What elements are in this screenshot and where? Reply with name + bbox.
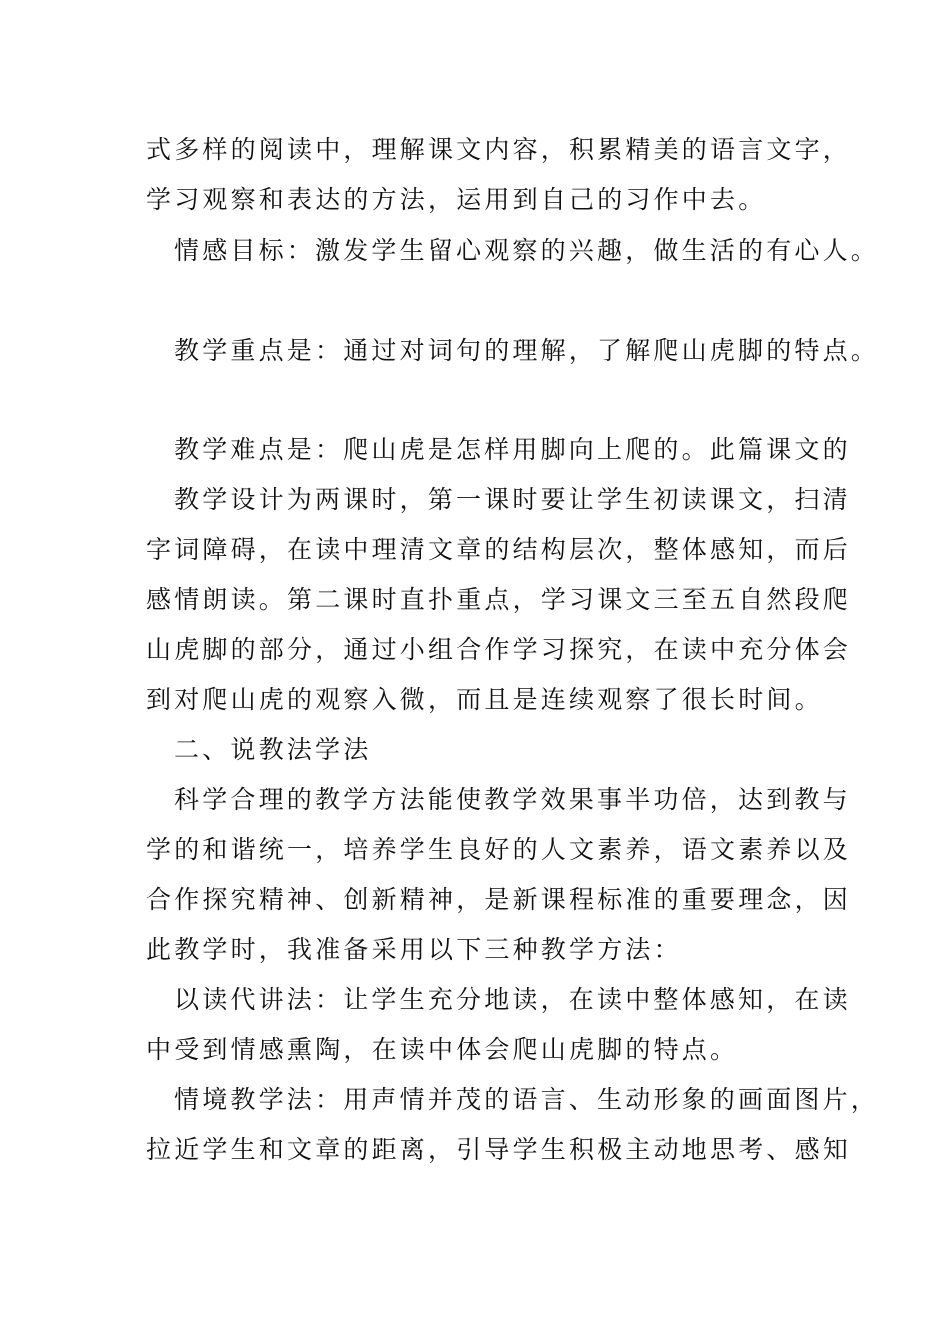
text-line-19: 拉近学生和文章的距离，引导学生积极主动地思考、感知 bbox=[146, 1135, 852, 1164]
text-line-17: 中受到情感熏陶，在读中体会爬山虎脚的特点。 bbox=[146, 1035, 739, 1064]
text-line-4: 教学重点是：通过对词句的理解，了解爬山虎脚的特点。 bbox=[174, 336, 880, 365]
text-line-1: 式多样的阅读中，理解课文内容，积累精美的语言文字， bbox=[146, 135, 852, 164]
text-line-14: 合作探究精神、创新精神，是新课程标准的重要理念，因 bbox=[146, 885, 852, 914]
text-line-6: 教学设计为两课时，第一课时要让学生初读课文，扫清 bbox=[174, 485, 851, 514]
text-line-10: 到对爬山虎的观察入微，而且是连续观察了很长时间。 bbox=[146, 685, 823, 714]
text-line-8: 感情朗读。第二课时直扑重点，学习课文三至五自然段爬 bbox=[146, 585, 852, 614]
text-line-18: 情境教学法：用声情并茂的语言、生动形象的画面图片， bbox=[174, 1085, 880, 1114]
text-line-12: 科学合理的教学方法能使教学效果事半功倍，达到教与 bbox=[174, 785, 851, 814]
text-line-2: 学习观察和表达的方法，运用到自己的习作中去。 bbox=[146, 185, 767, 214]
text-line-15: 此教学时，我准备采用以下三种教学方法： bbox=[146, 935, 682, 964]
text-line-5: 教学难点是：爬山虎是怎样用脚向上爬的。此篇课文的 bbox=[174, 435, 851, 464]
text-line-3: 情感目标：激发学生留心观察的兴趣，做生活的有心人。 bbox=[174, 236, 880, 265]
text-line-7: 字词障碍，在读中理清文章的结构层次，整体感知，而后 bbox=[146, 535, 852, 564]
text-line-13: 学的和谐统一，培养学生良好的人文素养，语文素养以及 bbox=[146, 835, 852, 864]
text-line-9: 山虎脚的部分，通过小组合作学习探究，在读中充分体会 bbox=[146, 635, 852, 664]
text-line-16: 以读代讲法：让学生充分地读，在读中整体感知，在读 bbox=[174, 985, 851, 1014]
section-heading: 二、说教法学法 bbox=[174, 735, 372, 764]
